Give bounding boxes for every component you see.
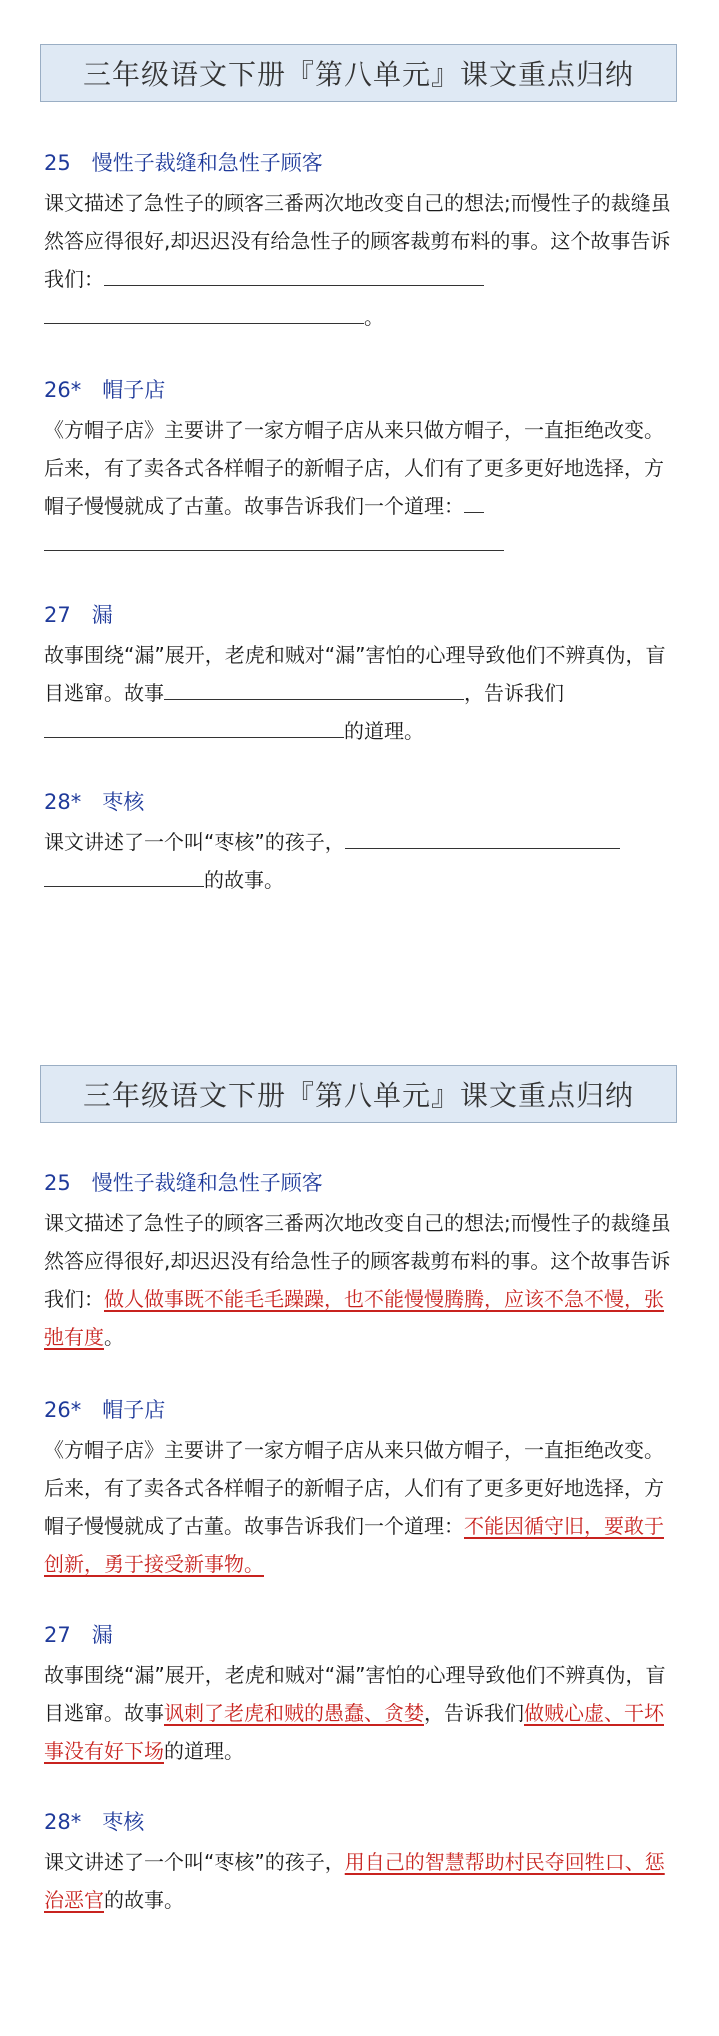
lesson-title: 28* 枣核 bbox=[44, 790, 145, 814]
lesson-text: 的道理。 bbox=[344, 719, 424, 743]
lesson-26-answers bbox=[44, 1395, 679, 1583]
lesson-text: ，告诉我们 bbox=[464, 681, 564, 705]
lesson-25 bbox=[44, 148, 679, 336]
lesson-text: 的道理。 bbox=[164, 1739, 244, 1763]
answer-blank[interactable] bbox=[345, 824, 620, 849]
lesson-body bbox=[44, 1431, 679, 1583]
answer-blank[interactable] bbox=[44, 713, 344, 738]
lesson-text: 课文讲述了一个叫“枣核”的孩子， bbox=[44, 1850, 345, 1874]
lesson-28-answers bbox=[44, 1807, 679, 1919]
lesson-text: 故事围绕“漏”展开，老虎和贼对“漏”害怕的心理导致他们不辨真伪，盲目逃窜。故事 bbox=[44, 1663, 666, 1725]
lesson-text: 课文描述了急性子的顾客三番两次地改变自己的想法;而慢性子的裁缝虽然答应得很好,却迟迟没有给急性子的顾客裁剪布料的事。这个故事告诉我们： bbox=[44, 191, 671, 291]
lesson-28 bbox=[44, 787, 679, 899]
lesson-title: 27 漏 bbox=[44, 603, 113, 627]
lesson-25-answers bbox=[44, 1168, 679, 1356]
lesson-body bbox=[44, 636, 679, 750]
lesson-text: 。 bbox=[364, 305, 384, 329]
answer-text: 不能因循守旧，要敢于创新，勇于接受新事物。 bbox=[44, 1514, 664, 1576]
lesson-text: 《方帽子店》主要讲了一家方帽子店从来只做方帽子，一直拒绝改变。后来，有了卖各式各样帽子的新帽子店，人们有了更多更好地选择，方帽子慢慢就成了古董。故事告诉我们一个道理： bbox=[44, 1438, 664, 1538]
lesson-27-answers bbox=[44, 1620, 679, 1770]
answer-text: 做贼心虚、干坏事没有好下场 bbox=[44, 1701, 664, 1763]
lesson-body bbox=[44, 1656, 679, 1770]
answer-blank[interactable] bbox=[44, 862, 204, 887]
lesson-body bbox=[44, 1843, 679, 1919]
lesson-body bbox=[44, 184, 679, 336]
lesson-text: 的故事。 bbox=[104, 1888, 184, 1912]
lesson-title: 26* 帽子店 bbox=[44, 378, 166, 402]
lesson-text: 课文讲述了一个叫“枣核”的孩子， bbox=[44, 830, 345, 854]
lesson-title: 25 慢性子裁缝和急性子顾客 bbox=[44, 151, 323, 175]
answer-blank[interactable] bbox=[164, 675, 464, 700]
lesson-text: 课文描述了急性子的顾客三番两次地改变自己的想法;而慢性子的裁缝虽然答应得很好,却迟迟没有给急性子的顾客裁剪布料的事。这个故事告诉我们： bbox=[44, 1211, 671, 1311]
lesson-text: 。 bbox=[104, 1325, 124, 1349]
page-title-answers: 三年级语文下册『第八单元』课文重点归纳 bbox=[40, 1065, 677, 1123]
lesson-title: 28* 枣核 bbox=[44, 1810, 145, 1834]
lesson-title: 27 漏 bbox=[44, 1623, 113, 1647]
lesson-body bbox=[44, 411, 679, 563]
lesson-title: 26* 帽子店 bbox=[44, 1398, 166, 1422]
lesson-text: 故事围绕“漏”展开，老虎和贼对“漏”害怕的心理导致他们不辨真伪，盲目逃窜。故事 bbox=[44, 643, 666, 705]
lesson-text: 的故事。 bbox=[204, 868, 284, 892]
lesson-body bbox=[44, 1204, 679, 1356]
lesson-text: 《方帽子店》主要讲了一家方帽子店从来只做方帽子，一直拒绝改变。后来，有了卖各式各样帽子的新帽子店，人们有了更多更好地选择，方帽子慢慢就成了古董。故事告诉我们一个道理： bbox=[44, 418, 664, 518]
lesson-body bbox=[44, 823, 679, 899]
answer-text: 做人做事既不能毛毛躁躁，也不能慢慢腾腾，应该不急不慢，张弛有度 bbox=[44, 1287, 664, 1349]
answer-blank[interactable] bbox=[44, 299, 364, 324]
answer-blank[interactable] bbox=[44, 526, 504, 551]
lesson-title: 25 慢性子裁缝和急性子顾客 bbox=[44, 1171, 323, 1195]
answer-text: 讽刺了老虎和贼的愚蠢、贪婪 bbox=[164, 1701, 424, 1725]
lesson-26 bbox=[44, 375, 679, 563]
lesson-text: ，告诉我们 bbox=[424, 1701, 524, 1725]
answer-text: 用自己的智慧帮助村民夺回牲口、惩治恶官 bbox=[44, 1850, 665, 1912]
page-title: 三年级语文下册『第八单元』课文重点归纳 bbox=[40, 44, 677, 102]
lesson-27 bbox=[44, 600, 679, 750]
answer-blank[interactable] bbox=[104, 261, 484, 286]
answer-blank[interactable] bbox=[464, 488, 484, 513]
